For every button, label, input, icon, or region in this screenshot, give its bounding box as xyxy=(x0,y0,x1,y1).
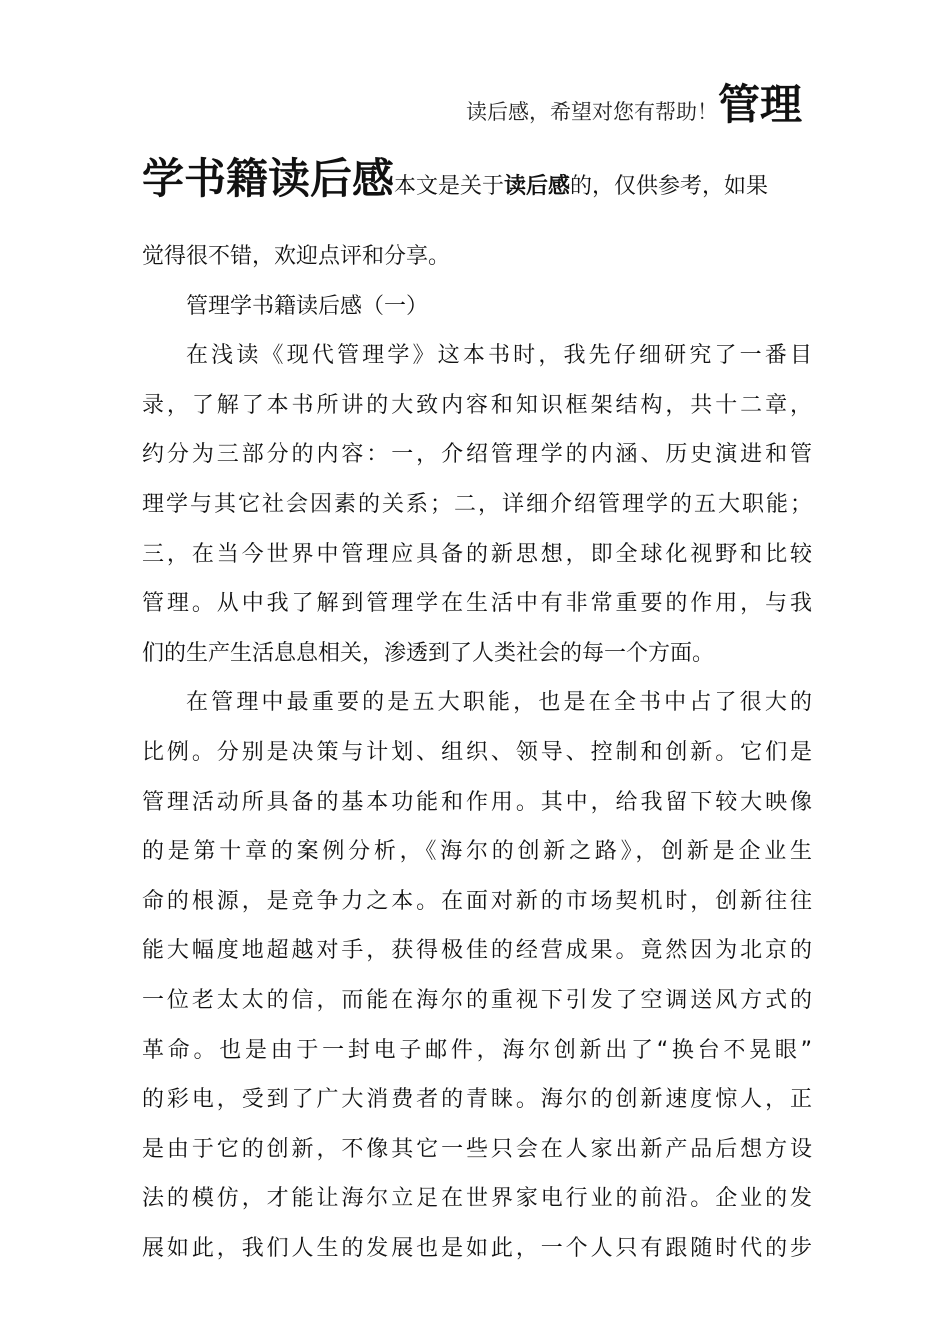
intro-note: 读后感，希望对您有帮助！ xyxy=(465,100,718,124)
paragraph-line: 比例。分别是决策与计划、组织、领导、控制和创新。它们是 xyxy=(142,739,812,765)
section-heading: 管理学书籍读后感（一） xyxy=(186,293,429,319)
paragraph-line: 是由于它的创新，不像其它一些只会在人家出新产品后想方设 xyxy=(142,1136,812,1162)
paragraph-line: 能大幅度地超越对手，获得极佳的经营成果。竟然因为北京的 xyxy=(142,938,812,964)
paragraph-line: 的是第十章的案例分析，《海尔的创新之路》，创新是企业生 xyxy=(142,839,812,865)
summary-text xyxy=(394,169,768,200)
summary-prefix: 本文是关于 xyxy=(394,174,505,199)
paragraph-2 xyxy=(142,678,812,1273)
document-body xyxy=(142,232,812,1273)
paragraph-line: 命的根源，是竞争力之本。在面对新的市场契机时，创新往往 xyxy=(142,888,812,914)
paragraph-line: 在浅读《现代管理学》这本书时，我先仔细研究了一番目 xyxy=(186,343,812,369)
paragraph-line: 约分为三部分的内容：一，介绍管理学的内涵、历史演进和管 xyxy=(142,442,812,468)
paragraph-line: 管理活动所具备的基本功能和作用。其中，给我留下较大映像 xyxy=(142,789,812,815)
paragraph-1 xyxy=(142,331,812,678)
paragraph-line: 们的生产生活息息相关，渗透到了人类社会的每一个方面。 xyxy=(142,640,715,666)
summary-suffix: 的，仅供参考，如果 xyxy=(570,174,769,199)
summary-line-2: 觉得很不错，欢迎点评和分享。 xyxy=(142,244,451,269)
paragraph-line: 在管理中最重要的是五大职能，也是在全书中占了很大的 xyxy=(186,690,812,716)
paragraph-line: 的彩电，受到了广大消费者的青睐。海尔的创新速度惊人，正 xyxy=(142,1087,812,1113)
paragraph-line: 展如此，我们人生的发展也是如此，一个人只有跟随时代的步 xyxy=(142,1235,812,1261)
paragraph-line: 录，了解了本书所讲的大致内容和知识框架结构，共十二章， xyxy=(142,392,812,418)
paragraph-line: 管理。从中我了解到管理学在生活中有非常重要的作用，与我 xyxy=(142,591,812,617)
document-title-part1: 管理 xyxy=(717,80,802,129)
summary-keyword: 读后感 xyxy=(504,174,571,199)
paragraph-line: 法的模仿，才能让海尔立足在世界家电行业的前沿。企业的发 xyxy=(142,1186,812,1212)
document-title-part2: 学书籍读后感 xyxy=(142,154,395,203)
header-line xyxy=(466,72,802,132)
paragraph-line: 一位老太太的信，而能在海尔的重视下引发了空调送风方式的 xyxy=(142,987,812,1013)
paragraph-line: 理学与其它社会因素的关系；二，详细介绍管理学的五大职能； xyxy=(142,491,812,517)
title-summary-line xyxy=(142,146,768,206)
paragraph-line: 三，在当今世界中管理应具备的新思想，即全球化视野和比较 xyxy=(142,541,812,567)
paragraph-line: 革命。也是由于一封电子邮件，海尔创新出了“换台不晃眼” xyxy=(142,1037,812,1063)
